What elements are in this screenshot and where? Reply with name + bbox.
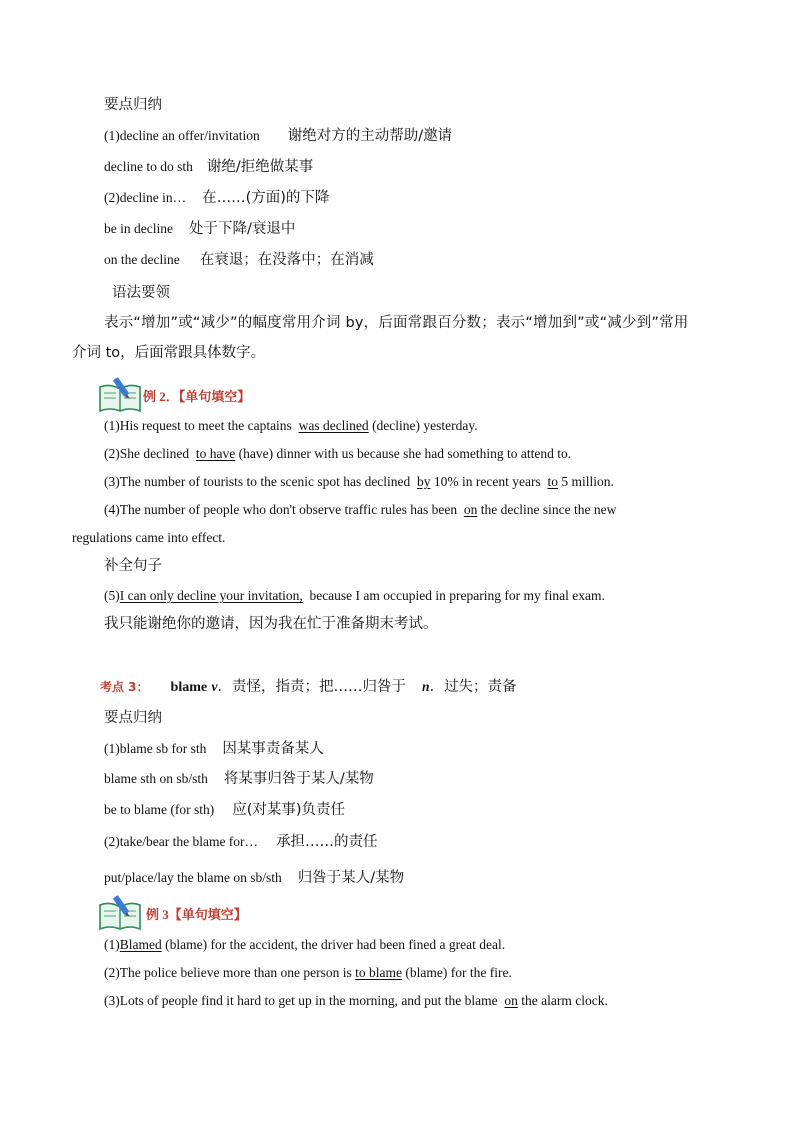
section-heading-key-points: 要点归纳 — [104, 710, 162, 726]
item-text: (blame) for the accident, the driver had been fined a great deal. — [165, 937, 506, 952]
translation-text: 我只能谢绝你的邀请，因为我在忙于准备期末考试。 — [104, 616, 438, 632]
phrase-en: decline to do sth — [104, 159, 193, 174]
phrase-row — [104, 189, 329, 207]
section-heading-key-points: 要点归纳 — [104, 97, 162, 113]
exercise-item — [104, 992, 608, 1010]
answer-blank: on — [463, 502, 478, 517]
fill-blank-tag: 【单句填空】 — [168, 908, 247, 923]
example-2-header — [143, 388, 250, 407]
phrase-row — [104, 801, 345, 819]
item-text: (have) dinner with us because she had something to attend to. — [238, 446, 572, 461]
item-text: 5 million. — [561, 474, 614, 489]
item-text: because I am occupied in preparing for my final exam. — [309, 588, 605, 603]
answer-blank: to have — [195, 446, 236, 461]
point-label: 考点 3： — [100, 680, 149, 694]
exercise-item — [104, 587, 605, 605]
item-text: (1) — [104, 937, 120, 952]
meaning-n: ．过失；责备 — [429, 679, 517, 695]
part-of-speech-n: n — [422, 679, 430, 694]
phrase-row — [104, 833, 378, 851]
phrase-en: (1)blame sb for sth — [104, 741, 207, 756]
phrase-zh: 归咎于某人/某物 — [297, 870, 405, 886]
phrase-zh: 谢绝/拒绝做某事 — [206, 159, 314, 175]
phrase-en: (2)take/bear the blame for… — [104, 834, 259, 849]
fill-blank-tag: 【单句填空】 — [178, 390, 251, 405]
item-text: 10% in recent years — [433, 474, 541, 489]
item-text: (3)The number of tourists to the scenic spot has declined — [104, 474, 411, 489]
phrase-row — [104, 770, 374, 788]
grammar-paragraph-line: 介词 to，后面常跟具体数字。 — [72, 345, 266, 361]
item-text: the alarm clock. — [521, 993, 608, 1008]
example-label: 例 3 — [146, 907, 169, 922]
meaning-v: ．责怪，指责；把……归咎于 — [217, 679, 407, 695]
exercise-item — [104, 501, 616, 519]
answer-blank: by — [417, 474, 431, 489]
book-pencil-icon — [98, 377, 142, 413]
phrase-row — [104, 220, 295, 238]
answer-blank: on — [504, 993, 518, 1008]
example-3-header — [146, 906, 247, 925]
item-text: (2)The police believe more than one person is — [104, 965, 352, 980]
phrase-en: (1)decline an offer/invitation — [104, 128, 260, 143]
part-of-speech-v: v — [211, 679, 218, 694]
example-label: 例 2． — [143, 389, 179, 404]
phrase-en: be in decline — [104, 221, 173, 236]
answer-blank: to blame — [355, 965, 403, 980]
item-text: (5) — [104, 588, 120, 603]
exercise-item — [104, 417, 478, 435]
phrase-en: (2)decline in… — [104, 190, 187, 205]
phrase-zh: 谢绝对方的主动帮助/邀请 — [287, 128, 453, 144]
item-text: (decline) yesterday. — [372, 418, 478, 433]
phrase-zh: 承担……的责任 — [276, 834, 378, 850]
answer-blank: I can only decline your invitation, — [119, 588, 303, 603]
headword: blame — [170, 680, 208, 695]
phrase-zh: 应(对某事)负责任 — [232, 802, 346, 818]
item-text: (4)The number of people who don't observe traffic rules has been — [104, 502, 458, 517]
answer-blank: was declined — [298, 418, 369, 433]
phrase-en: blame sth on sb/sth — [104, 771, 208, 786]
item-text: (2)She declined — [104, 446, 190, 461]
answer-blank: to — [547, 474, 559, 489]
item-text: (blame) for the fire. — [405, 965, 512, 980]
phrase-en: be to blame (for sth) — [104, 802, 215, 817]
exercise-item — [104, 473, 614, 491]
complete-sentence-heading: 补全句子 — [104, 558, 162, 574]
phrase-zh: 将某事归咎于某人/某物 — [223, 771, 374, 787]
phrase-zh: 在……(方面)的下降 — [202, 190, 330, 206]
item-text: (3)Lots of people find it hard to get up in the morning, and put the blame — [104, 993, 498, 1008]
phrase-row — [104, 869, 404, 887]
item-text: the decline since the new — [480, 502, 617, 517]
phrase-row — [104, 127, 452, 145]
book-pencil-icon — [98, 895, 142, 931]
phrase-row — [104, 158, 313, 176]
item-text: (1)His request to meet the captains — [104, 418, 292, 433]
phrase-zh: 在衰退；在没落中；在消减 — [199, 252, 374, 268]
point-3-header — [100, 678, 517, 697]
phrase-row — [104, 251, 374, 269]
grammar-paragraph-line: 表示“增加”或“减少”的幅度常用介词 by，后面常跟百分数；表示“增加到”或“减少到”常用 — [104, 315, 689, 331]
exercise-item-continued: regulations came into effect. — [72, 530, 226, 545]
phrase-en: put/place/lay the blame on sb/sth — [104, 870, 282, 885]
exercise-item — [104, 964, 512, 982]
phrase-zh: 处于下降/衰退中 — [188, 221, 296, 237]
exercise-item — [104, 445, 571, 463]
phrase-row — [104, 740, 324, 758]
phrase-en: on the decline — [104, 252, 180, 267]
answer-blank: Blamed — [119, 937, 162, 952]
grammar-heading: 语法要领 — [112, 285, 170, 301]
exercise-item — [104, 936, 505, 954]
phrase-zh: 因某事责备某人 — [222, 741, 324, 757]
